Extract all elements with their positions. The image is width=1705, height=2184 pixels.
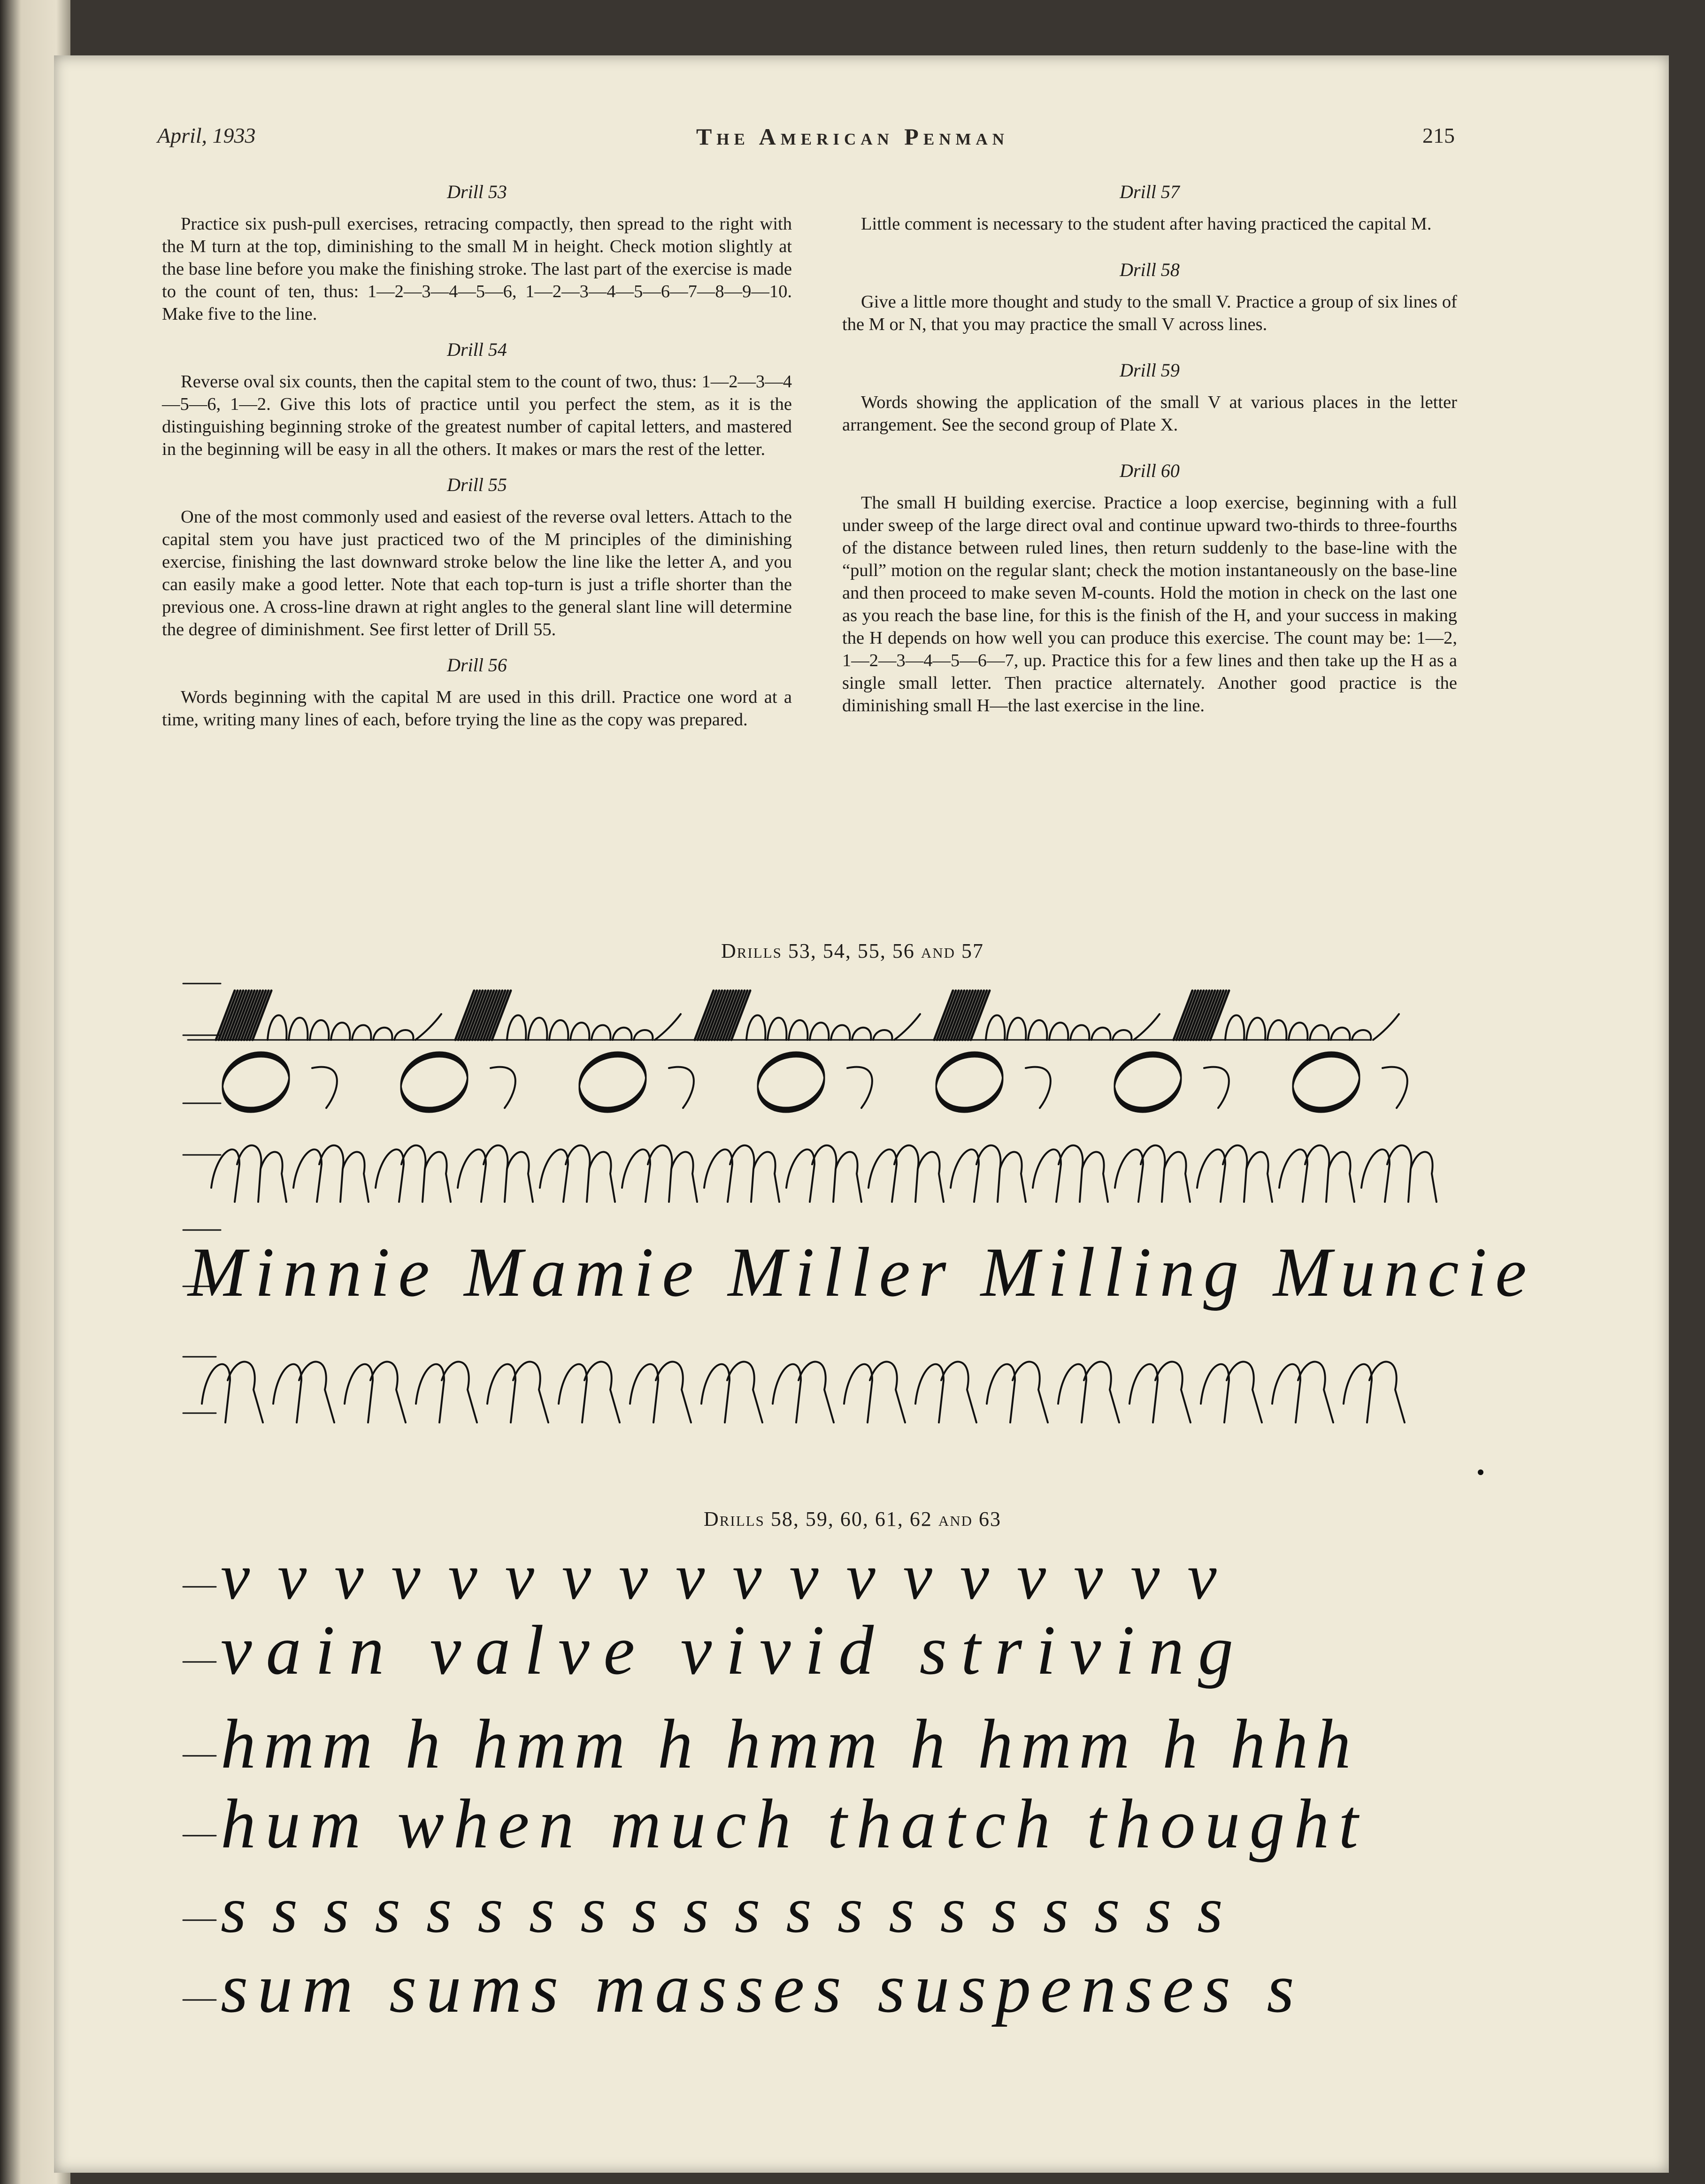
drill-heading: Drill 53 [447,181,507,202]
drill-paragraph: Practice six push-pull exercises, retracing compactly, then spread to the right with the M turn at the top, diminishing to the small M in height. Check motion slightly at the base line before you make the finishing stroke. The last part of the exercise is made to the count of ten, thus: 1—2—3—4—5—6, 1—2—3—4—5—6—7—8—9—10. Make five to the line. [162,214,792,324]
capital-m-letter [1279,1146,1354,1202]
capital-n-letter [345,1362,406,1423]
m-turn-stroke [310,1020,329,1040]
ink-speck [1478,1469,1483,1475]
capital-m-letter [786,1146,861,1202]
m-turn-stroke [352,1025,371,1040]
row-h-drill: hmm h hmm h hmm h hmm h hhh [221,1705,1359,1783]
capital-stem-stroke [1382,1067,1407,1108]
capital-n-letter [1129,1362,1190,1423]
row-h-words: hum when much thatch thought [221,1785,1368,1863]
capital-m-letter [868,1146,944,1202]
capital-m-letter [1033,1146,1108,1202]
capital-n-letter [487,1362,548,1423]
issue-date: April, 1933 [157,123,256,147]
plate-2-word-rows [221,1540,1367,2027]
capital-m-letter [1197,1146,1272,1202]
row-v-drill: v v v v v v v v v v v v v v v v v v [221,1540,1222,1613]
drill-heading: Drill 54 [447,339,507,360]
m-turn-stroke [852,1028,871,1040]
capital-n-letter [630,1362,691,1423]
m-turn-stroke [831,1025,850,1040]
capital-n-letter [416,1362,477,1423]
row-v-words: vain valve vivid striving [221,1611,1248,1689]
row-s-words: sum sums masses suspenses s [221,1949,1304,2027]
capital-m-letter [704,1146,779,1202]
m-turn-stroke [1246,1018,1265,1040]
capital-m-letter [540,1146,615,1202]
drill-heading: Drill 58 [1120,259,1180,280]
capital-n-letter [915,1362,976,1423]
capital-n-letter [273,1362,334,1423]
m-turn-stroke [1267,1020,1286,1040]
plate-1-caption: Drills 53, 54, 55, 56 and 57 [721,939,984,962]
m-turn-stroke [1070,1025,1089,1040]
capital-n-letter [559,1362,620,1423]
capital-stem-stroke [1204,1067,1229,1108]
row-s-drill: s s s s s s s s s s s s s s s s s s s s [221,1874,1228,1946]
m-turn-stroke [1007,1018,1026,1040]
m-turn-stroke [591,1025,610,1040]
drill-heading: Drill 56 [447,654,507,676]
capital-stem-stroke [491,1067,515,1108]
drill-heading: Drill 55 [447,474,507,495]
drill-paragraph: Words showing the application of the small V at various places in the letter arrangement. See the second group of Plate X. [842,392,1457,435]
m-turn-stroke [268,1015,286,1040]
m-turn-stroke [331,1023,350,1040]
capital-m-letter [211,1146,286,1202]
m-turn-stroke [873,1030,892,1040]
capital-n-letter [1272,1362,1333,1423]
capital-n-letter [987,1362,1048,1423]
finishing-stroke [894,1014,920,1040]
m-turn-stroke [810,1023,829,1040]
m-turn-stroke [1113,1030,1131,1040]
capital-n-letter [1201,1362,1262,1423]
capital-m-letter [293,1146,369,1202]
drill-heading: Drill 60 [1120,460,1180,481]
finishing-stroke [415,1014,441,1040]
capital-m-letter [376,1146,451,1202]
m-turn-stroke [1331,1028,1350,1040]
m-turn-stroke [507,1015,526,1040]
drill-paragraph: Reverse oval six counts, then the capital stem to the count of two, thus: 1—2—3—4—5—6, 1—2. Give this lots of practice until you perfect the stem, as it is the distinguishing beginning stroke of the greatest number of capital letters, and mastered in the beginning will be easy in all the others. It makes or mars the rest of the letter. [162,372,792,459]
finishing-stroke [655,1014,681,1040]
m-turn-stroke [528,1018,547,1040]
drill-paragraph: Words beginning with the capital M are used in this drill. Practice one word at a time, writing many lines of each, before trying the line as the copy was prepared. [162,687,792,730]
capital-n-letter [1344,1362,1405,1423]
drill-heading: Drill 59 [1120,360,1180,381]
m-turn-stroke [570,1023,589,1040]
drill-paragraph: Little comment is necessary to the student after having practiced the capital M. [861,214,1432,234]
capital-stem-stroke [1026,1067,1051,1108]
page-number: 215 [1422,123,1455,147]
m-turn-stroke [289,1018,307,1040]
m-turn-stroke [394,1030,413,1040]
m-turn-stroke [986,1015,1005,1040]
finishing-stroke [1373,1014,1399,1040]
m-turn-stroke [768,1018,786,1040]
m-turn-stroke [1049,1023,1068,1040]
capital-stem-stroke [847,1067,872,1108]
m-turn-stroke [1289,1023,1307,1040]
capital-n-letter [773,1362,834,1423]
capital-m-letter [458,1146,533,1202]
m-turn-stroke [1028,1020,1047,1040]
drill-paragraph: Give a little more thought and study to the small V. Practice a group of six lines of the M or N, that you may practice the small V across lines. [842,292,1457,334]
m-turn-stroke [1310,1025,1329,1040]
capital-stem-stroke [312,1067,337,1108]
capital-m-letter [622,1146,697,1202]
capital-m-letter [951,1146,1026,1202]
capital-stem-stroke [669,1067,694,1108]
m-turn-stroke [373,1028,392,1040]
capital-m-letter [1361,1146,1436,1202]
m-turn-stroke [746,1015,765,1040]
drill-heading: Drill 57 [1120,181,1180,202]
m-turn-stroke [613,1028,631,1040]
capital-n-letter [701,1362,762,1423]
script-word-row [187,1233,1535,1311]
word-row-minnie-muncie: Minnie Mamie Miller Milling Muncie [188,1233,1535,1311]
magazine-title: The American Penman [696,123,1009,150]
m-turn-stroke [1225,1015,1244,1040]
plate-2-caption: Drills 58, 59, 60, 61, 62 and 63 [703,1507,1002,1530]
finishing-stroke [1134,1014,1160,1040]
m-turn-stroke [1352,1030,1371,1040]
drill-paragraph: The small H building exercise. Practice a loop exercise, beginning with a full under sweep of the large direct oval and continue upward two-thirds to three-fourths of the distance between ruled lines, then return suddenly to the base-line with the “pull” motion on the regular slant; check the motion instantaneously on the base-line and then proceed to make seven M-counts. Hold the motion in check on the last one as you reach the base line, for this is the finish of the H, and your success in making the H depends on how well you can produce this exercise. The count may be: 1—2, 1—2—3—4—5—6—7, up. Practice this for a few lines and then take up the H as a single small letter. Then practice alternately. Another good practice is the diminishing small H—the last exercise in the line. [842,493,1457,715]
m-turn-stroke [789,1020,807,1040]
drill-paragraph: One of the most commonly used and easiest of the reverse oval letters. Attach to the capital stem you have just practiced two of the M principles of the diminishing exercise, finishing the last downward stroke below the line like the letter A, and you can easily make a good letter. Note that each top-turn is just a trifle shorter than the previous one. A cross-line drawn at right angles to the general slant line will determine the degree of diminishment. See first letter of Drill 55. [162,507,792,639]
m-turn-stroke [1091,1028,1110,1040]
capital-n-letter [844,1362,905,1423]
m-turn-stroke [549,1020,568,1040]
capital-m-letter [1115,1146,1190,1202]
m-turn-stroke [634,1030,653,1040]
capital-n-letter [1058,1362,1119,1423]
